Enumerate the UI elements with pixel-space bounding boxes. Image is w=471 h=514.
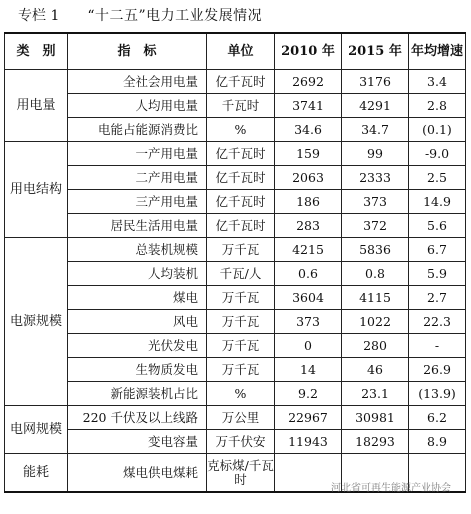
value-2010-cell: 186 [275, 190, 342, 214]
header-2015: 2015 年 [342, 33, 409, 70]
unit-cell: 亿千瓦时 [207, 190, 275, 214]
indicator-cell: 220 千伏及以上线路 [68, 406, 207, 430]
indicator-cell: 二产用电量 [68, 166, 207, 190]
table-row [5, 214, 466, 238]
value-2015-cell: 18293 [342, 430, 409, 454]
indicator-cell: 变电容量 [68, 430, 207, 454]
table-row [5, 94, 466, 118]
value-2015-cell: 99 [342, 142, 409, 166]
value-2010-cell: 0.6 [275, 262, 342, 286]
unit-cell: 万千伏安 [207, 430, 275, 454]
value-2010-cell: 11943 [275, 430, 342, 454]
indicator-cell: 煤电 [68, 286, 207, 310]
growth-cell: (0.1) [409, 118, 466, 142]
unit-cell: 千瓦时 [207, 94, 275, 118]
indicator-cell: 全社会用电量 [68, 70, 207, 94]
unit-cell: 千瓦/人 [207, 262, 275, 286]
value-2010-cell: 14 [275, 358, 342, 382]
value-2010-cell: 9.2 [275, 382, 342, 406]
header-unit: 单位 [207, 33, 275, 70]
growth-cell: 26.9 [409, 358, 466, 382]
indicator-cell: 人均装机 [68, 262, 207, 286]
value-2015-cell: 4115 [342, 286, 409, 310]
unit-cell: 亿千瓦时 [207, 166, 275, 190]
unit-cell: 亿千瓦时 [207, 142, 275, 166]
caption-title: “十二五”电力工业发展情况 [87, 8, 263, 24]
table-row [5, 166, 466, 190]
value-2010-cell: 2063 [275, 166, 342, 190]
growth-cell: 5.9 [409, 262, 466, 286]
unit-cell: 克标煤/千瓦时 [207, 454, 275, 493]
value-2010-cell: 22967 [275, 406, 342, 430]
value-2015-cell: 3176 [342, 70, 409, 94]
unit-cell: 亿千瓦时 [207, 70, 275, 94]
growth-cell: 8.9 [409, 430, 466, 454]
table-row [5, 286, 466, 310]
category-cell: 用电量 [5, 70, 68, 142]
indicator-cell: 居民生活用电量 [68, 214, 207, 238]
indicator-cell: 煤电供电煤耗 [68, 454, 207, 493]
caption-label: 专栏 1 [18, 8, 60, 24]
value-2010-cell: 4215 [275, 238, 342, 262]
value-2015-cell: 2333 [342, 166, 409, 190]
value-2010-cell: 2692 [275, 70, 342, 94]
table-row [5, 70, 466, 94]
value-2015-cell: 4291 [342, 94, 409, 118]
table-row [5, 142, 466, 166]
table-row [5, 334, 466, 358]
watermark-text: 河北省可再生能源产业协会 [331, 483, 451, 494]
indicator-cell: 电能占能源消费比 [68, 118, 207, 142]
category-cell: 能耗 [5, 454, 68, 493]
unit-cell: 万千瓦 [207, 238, 275, 262]
growth-cell: (13.9) [409, 382, 466, 406]
indicator-cell: 生物质发电 [68, 358, 207, 382]
value-2015-cell: 30981 [342, 406, 409, 430]
value-2015-cell: 373 [342, 190, 409, 214]
value-2010-cell: 34.6 [275, 118, 342, 142]
value-2015-cell: 0.8 [342, 262, 409, 286]
growth-cell: 2.7 [409, 286, 466, 310]
header-category: 类 别 [5, 33, 68, 70]
header-indicator: 指 标 [68, 33, 207, 70]
unit-cell: 万千瓦 [207, 358, 275, 382]
value-2010-cell: 0 [275, 334, 342, 358]
indicator-cell: 三产用电量 [68, 190, 207, 214]
growth-cell: -9.0 [409, 142, 466, 166]
indicator-cell: 一产用电量 [68, 142, 207, 166]
value-2010-cell: 159 [275, 142, 342, 166]
unit-cell: 万千瓦 [207, 334, 275, 358]
value-2015-cell: 23.1 [342, 382, 409, 406]
header-2010: 2010 年 [275, 33, 342, 70]
table-row [5, 190, 466, 214]
table-row [5, 262, 466, 286]
value-2010-cell: 283 [275, 214, 342, 238]
value-2010-cell: 3604 [275, 286, 342, 310]
table-row [5, 358, 466, 382]
header-row [5, 33, 466, 70]
table-row [5, 238, 466, 262]
table-row [5, 118, 466, 142]
table-caption [0, 0, 471, 32]
watermark [331, 479, 451, 494]
table-row [5, 406, 466, 430]
value-2010-cell: 373 [275, 310, 342, 334]
unit-cell: 万千瓦 [207, 310, 275, 334]
value-2015-cell: 280 [342, 334, 409, 358]
growth-cell: - [409, 334, 466, 358]
category-cell: 电网规模 [5, 406, 68, 454]
unit-cell: 万公里 [207, 406, 275, 430]
growth-cell: 6.7 [409, 238, 466, 262]
growth-cell: 22.3 [409, 310, 466, 334]
value-2015-cell: 34.7 [342, 118, 409, 142]
value-2015-cell: 46 [342, 358, 409, 382]
growth-cell: 6.2 [409, 406, 466, 430]
value-2010-cell: 3741 [275, 94, 342, 118]
indicator-cell: 总装机规模 [68, 238, 207, 262]
value-2015-cell: 372 [342, 214, 409, 238]
table-row [5, 382, 466, 406]
unit-cell: 万千瓦 [207, 286, 275, 310]
power-industry-table [4, 32, 466, 493]
table-body [5, 70, 466, 493]
value-2015-cell: 1022 [342, 310, 409, 334]
header-growth: 年均增速 [409, 33, 466, 70]
unit-cell: 亿千瓦时 [207, 214, 275, 238]
unit-cell: % [207, 118, 275, 142]
growth-cell: 2.8 [409, 94, 466, 118]
growth-cell: 14.9 [409, 190, 466, 214]
indicator-cell: 新能源装机占比 [68, 382, 207, 406]
growth-cell: 5.6 [409, 214, 466, 238]
unit-cell: % [207, 382, 275, 406]
growth-cell: 2.5 [409, 166, 466, 190]
growth-cell: 3.4 [409, 70, 466, 94]
indicator-cell: 风电 [68, 310, 207, 334]
table-row [5, 430, 466, 454]
category-cell: 用电结构 [5, 142, 68, 238]
indicator-cell: 光伏发电 [68, 334, 207, 358]
indicator-cell: 人均用电量 [68, 94, 207, 118]
value-2015-cell: 5836 [342, 238, 409, 262]
table-row [5, 310, 466, 334]
category-cell: 电源规模 [5, 238, 68, 406]
